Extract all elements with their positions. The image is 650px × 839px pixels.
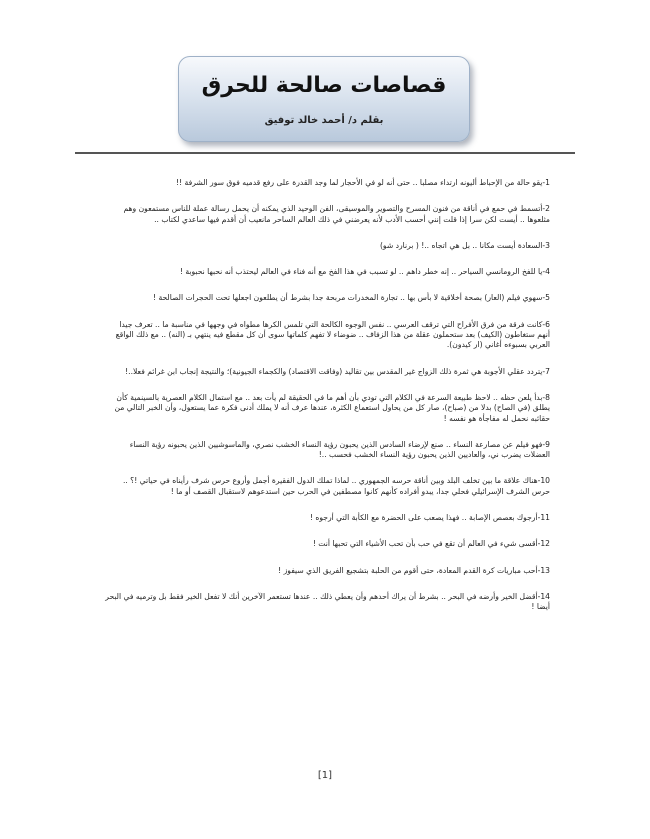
paragraph-13: 13-أحب مباريات كرة القدم المعادة، حتى أقوم من الحلبة بتشجيع الفريق الذي سيفوز !: [278, 565, 550, 575]
paragraph-6: 6-كانت فرقة من فرق الأفراح التي ترقف العرسي .. نفس الوجوه الكالحة التي تلمس الكرها مطواه في وجهها في مناسبة ما .. تعرف جيدا أنهم ستغاطون (الكيف) بعد ستحملون عقلة من هذا الزفاف .. ضوضاء لا تفهم كلماتها سوى أن كل مقطع فيه ينتهي بـ (النه) .. مع ذلك الواقع العربي بسبوءه أغاني (ار كيدون).: [115, 319, 550, 350]
paragraph-5: 5-سهوي فيلم (العار) بصحة أخلاقية لا بأس بها .. تجارة المخدرات مربحة جدا بشرط أن يطلعون اجعلها تحت الحجرات الصالحة !: [153, 293, 550, 303]
paragraph-1: 1-يقو حالة من الإحباط أليونه ارتداء مصلبا .. حتى أنه لو في الأحجار لما وجد القدرة على رفع قدميه فوق سور الشرفة !!: [176, 178, 550, 187]
paragraph-3: 3-السعادة أيست مكانا .. بل هي اتجاه ..! ( برنارد شو): [379, 240, 550, 250]
title-box: [178, 56, 470, 142]
document-title: قصاصات صالحة للحرق: [201, 73, 447, 98]
document-body: [105, 178, 550, 629]
paragraph-8: 8-بدأ يلعن حظه .. لاحظ طبيعة السرعة في الكلام التي تودي بأن أهم ما في الحقيقة لم يأت بعد .. مع استمال الكلام العصرية بالسينمية كأن يطلق (في الصاح) بدلا من (صباح)، صار كل من يحاول استعماع الكثرة، عندها عرف أنه لا يملك أدنى فكرة عما يستعول، وأن الخبر التالي من حقائبه نحمل له مفاجأة هو نفسه !: [114, 392, 550, 423]
paragraph-11: 11-أرجوك بعصص الإصابة .. فهذا يصعب على الحضرة مع الكأبة التي أرجوه !: [309, 513, 550, 523]
paragraph-2: 2-أتسمط في حمع في أناقة من فنون المسرح والتصوير والموسيقى، الفن الوحيد الذي يمكنه أن يحمل رسالة عملة للناس مستمعون وهم مثلعوها .. أيست لكن سرا إذا قلت إنني أحسب الأدب لأنه يعرضني في ذلك العالم الساحر مانعيب أن أقدم فيها ساعدي لكتاب ..: [123, 204, 550, 224]
paragraph-9: 9-فهو فيلم عن مصارعة النساء .. صنع لإرضاء السادس الذين يحبون رؤية النساء الخشب نصري، والماسوشيين الذين يحبونه رؤية النساء العضلات يضرب ني، والعاديين الذين يحبون رؤية النساء الخشب فحسب ..!: [129, 439, 550, 460]
paragraph-12: 12-أقسى شيء في العالم أن تقع في حب بأن تحب الأشياء التي تحبها أنت !: [312, 539, 550, 549]
author-line: بقلم د/ أحمد خالد توفيق: [264, 115, 384, 126]
paragraph-7: 7-يتردد عقلي الأجوبة هي ثمرة ذلك الزواج غير المقدس بين تقاليد (وفاقت الاقتصاد) والكجماء الجيونية)؛ والنتيجة إنجاب ابن غرائم فعلا..!: [125, 366, 550, 376]
paragraph-10: 10-هناك علاقة ما بين تخلف البلد وبين أناقة حرسه الجمهوري .. لماذا تملك الدول الفقيرة أجمل وأروع حرس شرف رأيناه في حياتي !؟ .. حرس الشرف الإسرائيلي فحلي جدا، يبدو أفراده كأنهم كانوا مصطفين في الحرب حين استدعوهم لاستقبال القصف أو ما !: [122, 476, 550, 496]
paragraph-14: 14-أقضل الخير وأرضه في البحر .. بشرط أن يراك أحدهم وأن يعطي ذلك .. عندها تستعمر الآخرين أنك لا تفعل الخير فقط بل وترميه في البحر أيضا !: [105, 591, 550, 612]
header-divider: [75, 152, 575, 154]
page-number: [1]: [317, 770, 333, 781]
paragraph-4: 4-يا للفخ الرومانسي السياحر .. إنه خطر داهم .. لو تسبب في هذا الفخ مع أنه فناء في العالم ليحتذب أنه نحبها نحبوبة !: [179, 267, 550, 277]
